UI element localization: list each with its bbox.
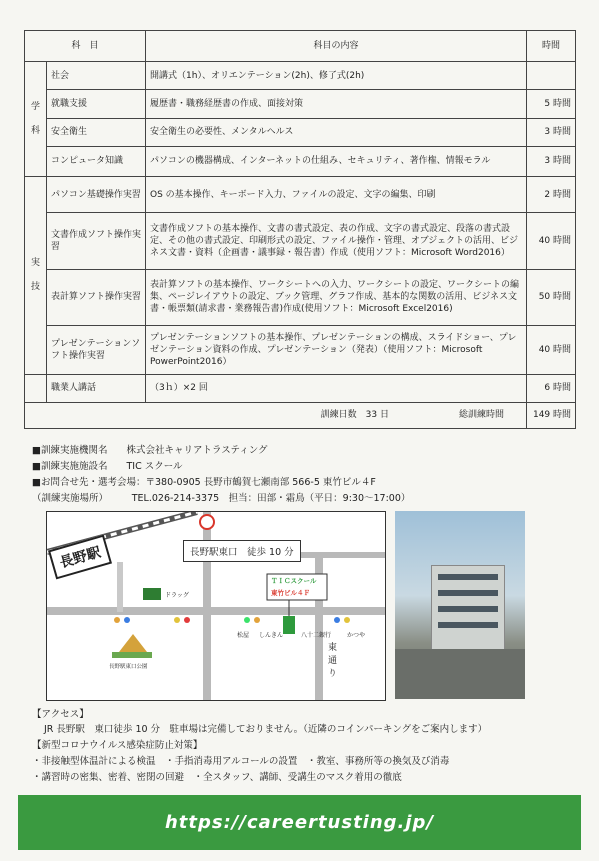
table-footer-row (25, 402, 576, 428)
table-row (25, 269, 576, 325)
header-subject: 科 目 (25, 31, 146, 62)
info-facility: ■訓練実施施設名 TIC スクール (32, 461, 183, 472)
total-hours: 149 時間 (527, 402, 576, 428)
pharmacy-label: ドラッグ (165, 592, 189, 599)
row-hours: 6 時間 (527, 374, 576, 402)
row-content: 開講式（1h）、オリエンテーション(2h)、修了式(2h) (146, 62, 527, 90)
table-row (25, 90, 576, 118)
table-header-row (25, 31, 576, 62)
katsuya-label: かつや (347, 632, 366, 639)
covid-title: 【新型コロナウイルス感染症防止対策】 (32, 740, 203, 751)
row-hours: 2 時間 (527, 177, 576, 213)
info-contact-2: （訓練実施場所） TEL.026-214-3375 担当：田部・霜鳥（平日：9:30～17:00） (32, 493, 411, 504)
header-hours: 時間 (527, 31, 576, 62)
row-subject: コンピュータ知識 (47, 146, 146, 176)
row-hours: 5 時間 (527, 90, 576, 118)
row-hours: 3 時間 (527, 146, 576, 176)
walk-label: 長野駅東口 徒歩 10 分 (183, 540, 301, 562)
landmark-dots (114, 617, 350, 623)
row-hours (527, 62, 576, 90)
landmark-dot (124, 617, 130, 623)
access-text: JR 長野駅 東口徒歩 10 分 駐車場は完備しておりません。（近隣のコインパーキングをご案内します） (44, 724, 488, 735)
row-hours: 40 時間 (527, 326, 576, 374)
shinkin-label: しんきん (259, 632, 284, 639)
covid-line-2: ・講習時の密集、密着、密閉の回避 ・全スタッフ、講師、受講生のマスク着用の徹底 (32, 772, 402, 783)
row-content: 表計算ソフトの基本操作、ワークシートへの入力、ワークシートの設定、ワークシートの編集、ページレイアウトの設定、ブック管理、グラフ作成、基本的な関数の活用、ビジネス文書・帳票類(請求書・業務報告書)作成(使用ソフト：Microsoft Excel2016) (146, 269, 527, 325)
building-photo (395, 511, 525, 699)
website-url[interactable]: https://careertusting.jp/ (164, 812, 435, 833)
park-ground (112, 652, 152, 658)
convenience-store-icon (200, 515, 214, 529)
table-row (25, 374, 576, 402)
main-road (47, 607, 385, 615)
training-days: 訓練日数 33 日 (320, 410, 389, 421)
matsuya-label: 松屋 (237, 632, 250, 639)
road-label: 東通り (326, 642, 336, 681)
row-subject: 社会 (47, 62, 146, 90)
header-content: 科目の内容 (146, 31, 527, 62)
row-subject: 表計算ソフト操作実習 (47, 269, 146, 325)
table-row (25, 62, 576, 90)
hachijuni-label: 八十二銀行 (301, 632, 332, 639)
park-label: 長野駅東口公園 (109, 664, 148, 670)
building-window (438, 622, 498, 628)
row-subject: 文書作成ソフト操作実習 (47, 213, 146, 269)
photo-road (395, 649, 525, 699)
access-title: 【アクセス】 (32, 709, 89, 720)
school-building-icon (283, 616, 295, 634)
table-row (25, 146, 576, 176)
url-banner[interactable] (18, 795, 581, 850)
school-label: ＴＩＣスクール (271, 577, 317, 585)
table-row (25, 118, 576, 146)
category-academic (25, 62, 47, 177)
landmark-dot (254, 617, 260, 623)
row-subject: 安全衛生 (47, 118, 146, 146)
category-practical (25, 177, 47, 374)
info-contact: ■お問合せ先・選考会場：〒380-0905 長野市鶴賀七瀬南部 566-5 東竹ビル４F (32, 477, 376, 488)
row-content: OS の基本操作、キーボード入力、ファイルの設定、文字の編集、印刷 (146, 177, 527, 213)
row-subject: パソコン基礎操作実習 (47, 177, 146, 213)
total-label: 総訓練時間 (459, 410, 505, 421)
park-icon (119, 634, 147, 652)
landmark-dot (114, 617, 120, 623)
footer-cell (25, 402, 527, 428)
row-content: プレゼンテーションソフトの基本操作、プレゼンテーションの構成、スライドショー、プレゼンテーション資料の作成、プレゼンテーション（発表）（使用ソフト：Microsoft PowerPoint2016） (146, 326, 527, 374)
access-map (46, 511, 386, 701)
row-content: 履歴書・職務経歴書の作成、面接対策 (146, 90, 527, 118)
row-content: 安全衛生の必要性、メンタルヘルス (146, 118, 527, 146)
table-row (25, 326, 576, 374)
table-row (25, 177, 576, 213)
pharmacy-icon (143, 588, 161, 600)
landmark-dot (184, 617, 190, 623)
row-content: 文書作成ソフトの基本操作、文書の書式設定、表の作成、文字の書式設定、段落の書式設定、その他の書式設定、印刷形式の設定、ファイル操作・管理、オブジェクトの活用、ビジネス文書・資料（企画書・議事録・報告書）作成（使用ソフト：Microsoft Word2016） (146, 213, 527, 269)
station-label: 長野駅 (48, 535, 112, 580)
building-window (438, 606, 498, 612)
table-row (25, 213, 576, 269)
empty-cell (25, 374, 47, 402)
row-hours: 50 時間 (527, 269, 576, 325)
landmark-dot (244, 617, 250, 623)
landmark-dot (174, 617, 180, 623)
road-small (117, 562, 123, 612)
category-char: 学 (30, 102, 40, 113)
row-subject: プレゼンテーションソフト操作実習 (47, 326, 146, 374)
row-content: （3ｈ）×2 回 (146, 374, 527, 402)
category-char: 実 (30, 258, 40, 269)
info-org: ■訓練実施機関名 株式会社キャリアトラスティング (32, 445, 268, 456)
building-label: 東竹ビル４Ｆ (271, 589, 310, 597)
curriculum-table (24, 30, 575, 429)
row-hours: 40 時間 (527, 213, 576, 269)
building-window (438, 574, 498, 580)
row-hours: 3 時間 (527, 118, 576, 146)
row-subject: 職業人講話 (47, 374, 146, 402)
building-window (438, 590, 498, 596)
building-shape (431, 565, 505, 651)
row-subject: 就職支援 (47, 90, 146, 118)
row-content: パソコンの機器構成、インターネットの仕組み、セキュリティ、著作権、情報モラル (146, 146, 527, 176)
category-char: 技 (30, 282, 40, 293)
landmark-dot (334, 617, 340, 623)
category-char: 科 (30, 126, 40, 137)
covid-line-1: ・非接触型体温計による検温 ・手指消毒用アルコールの設置 ・教室、事務所等の換気及び消毒 (32, 756, 450, 767)
landmark-dot (344, 617, 350, 623)
